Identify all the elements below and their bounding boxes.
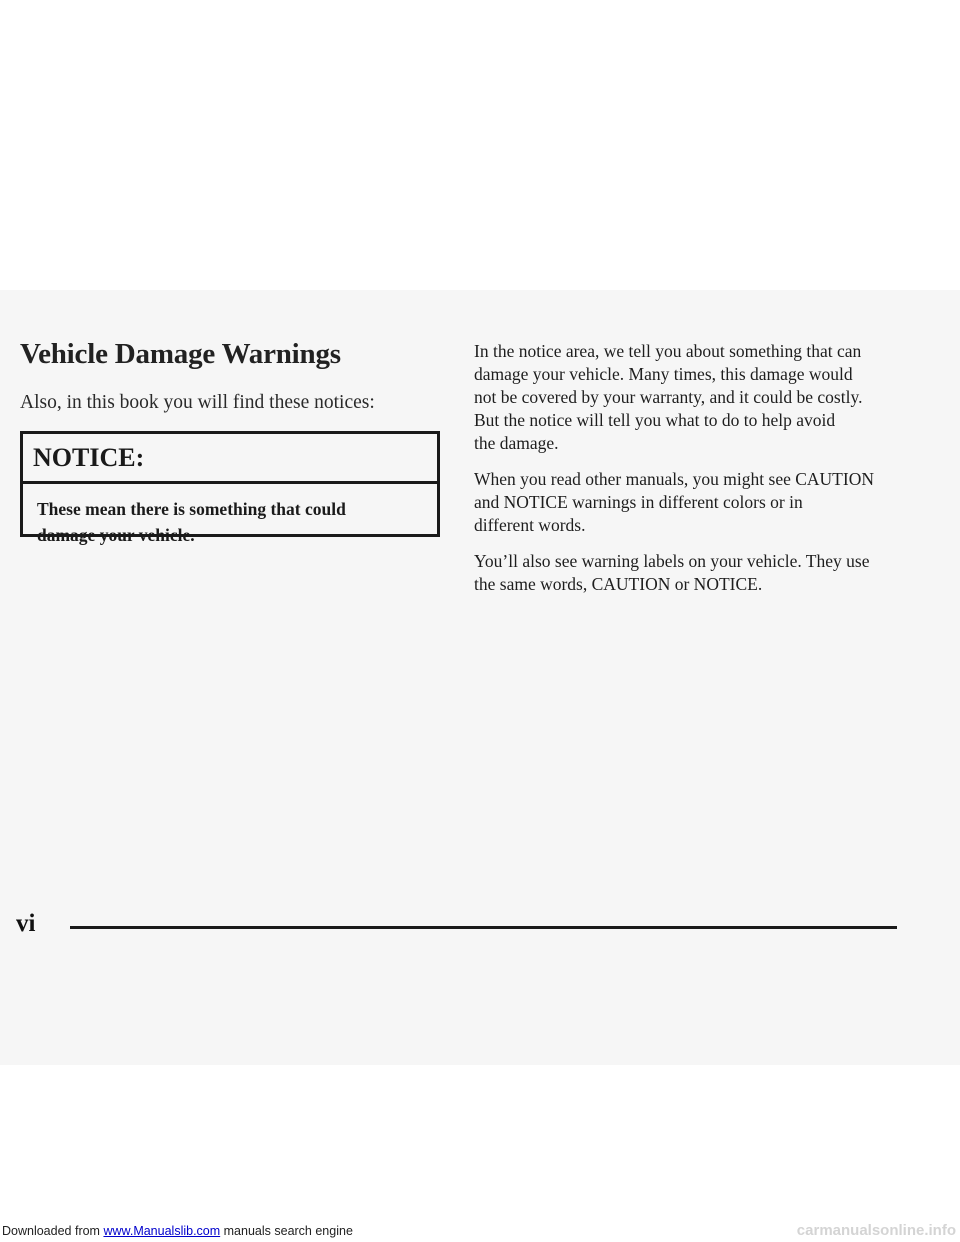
section-title: Vehicle Damage Warnings — [20, 338, 341, 370]
footer-rule — [70, 926, 897, 929]
paragraph-line: and NOTICE warnings in different colors or in — [474, 492, 803, 512]
credit-prefix: Downloaded from — [2, 1224, 104, 1238]
notice-box — [20, 431, 440, 545]
paragraph-line: damage your vehicle. Many times, this damage would — [474, 364, 853, 384]
notice-heading: NOTICE: — [23, 434, 437, 484]
paragraph-other-manuals — [474, 468, 934, 537]
paragraph-warning-labels — [474, 550, 934, 596]
right-column — [474, 340, 934, 609]
download-credit — [2, 1224, 353, 1238]
paragraph-line: the damage. — [474, 433, 559, 453]
paragraph-notice-area — [474, 340, 934, 455]
paragraph-line: not be covered by your warranty, and it could be costly. — [474, 387, 863, 407]
page-number: vi — [16, 910, 36, 937]
paragraph-line: When you read other manuals, you might see CAUTION — [474, 469, 874, 489]
notice-body — [23, 484, 437, 548]
notice-line: These mean there is something that could — [37, 499, 346, 519]
intro-text: Also, in this book you will find these notices: — [20, 392, 375, 413]
manualslib-link[interactable]: www.Manualslib.com — [103, 1224, 221, 1238]
paragraph-line: You’ll also see warning labels on your vehicle. They use — [474, 551, 870, 571]
paragraph-line: the same words, CAUTION or NOTICE. — [474, 574, 763, 594]
manual-page — [0, 290, 960, 1065]
paragraph-line: But the notice will tell you what to do to help avoid — [474, 410, 836, 430]
paragraph-line: different words. — [474, 515, 586, 535]
download-footer — [0, 1222, 960, 1242]
notice-line: damage your vehicle. — [37, 525, 195, 545]
credit-suffix: manuals search engine — [220, 1224, 353, 1238]
paragraph-line: In the notice area, we tell you about something that can — [474, 341, 862, 361]
site-watermark: carmanualsonline.info — [796, 1222, 956, 1239]
